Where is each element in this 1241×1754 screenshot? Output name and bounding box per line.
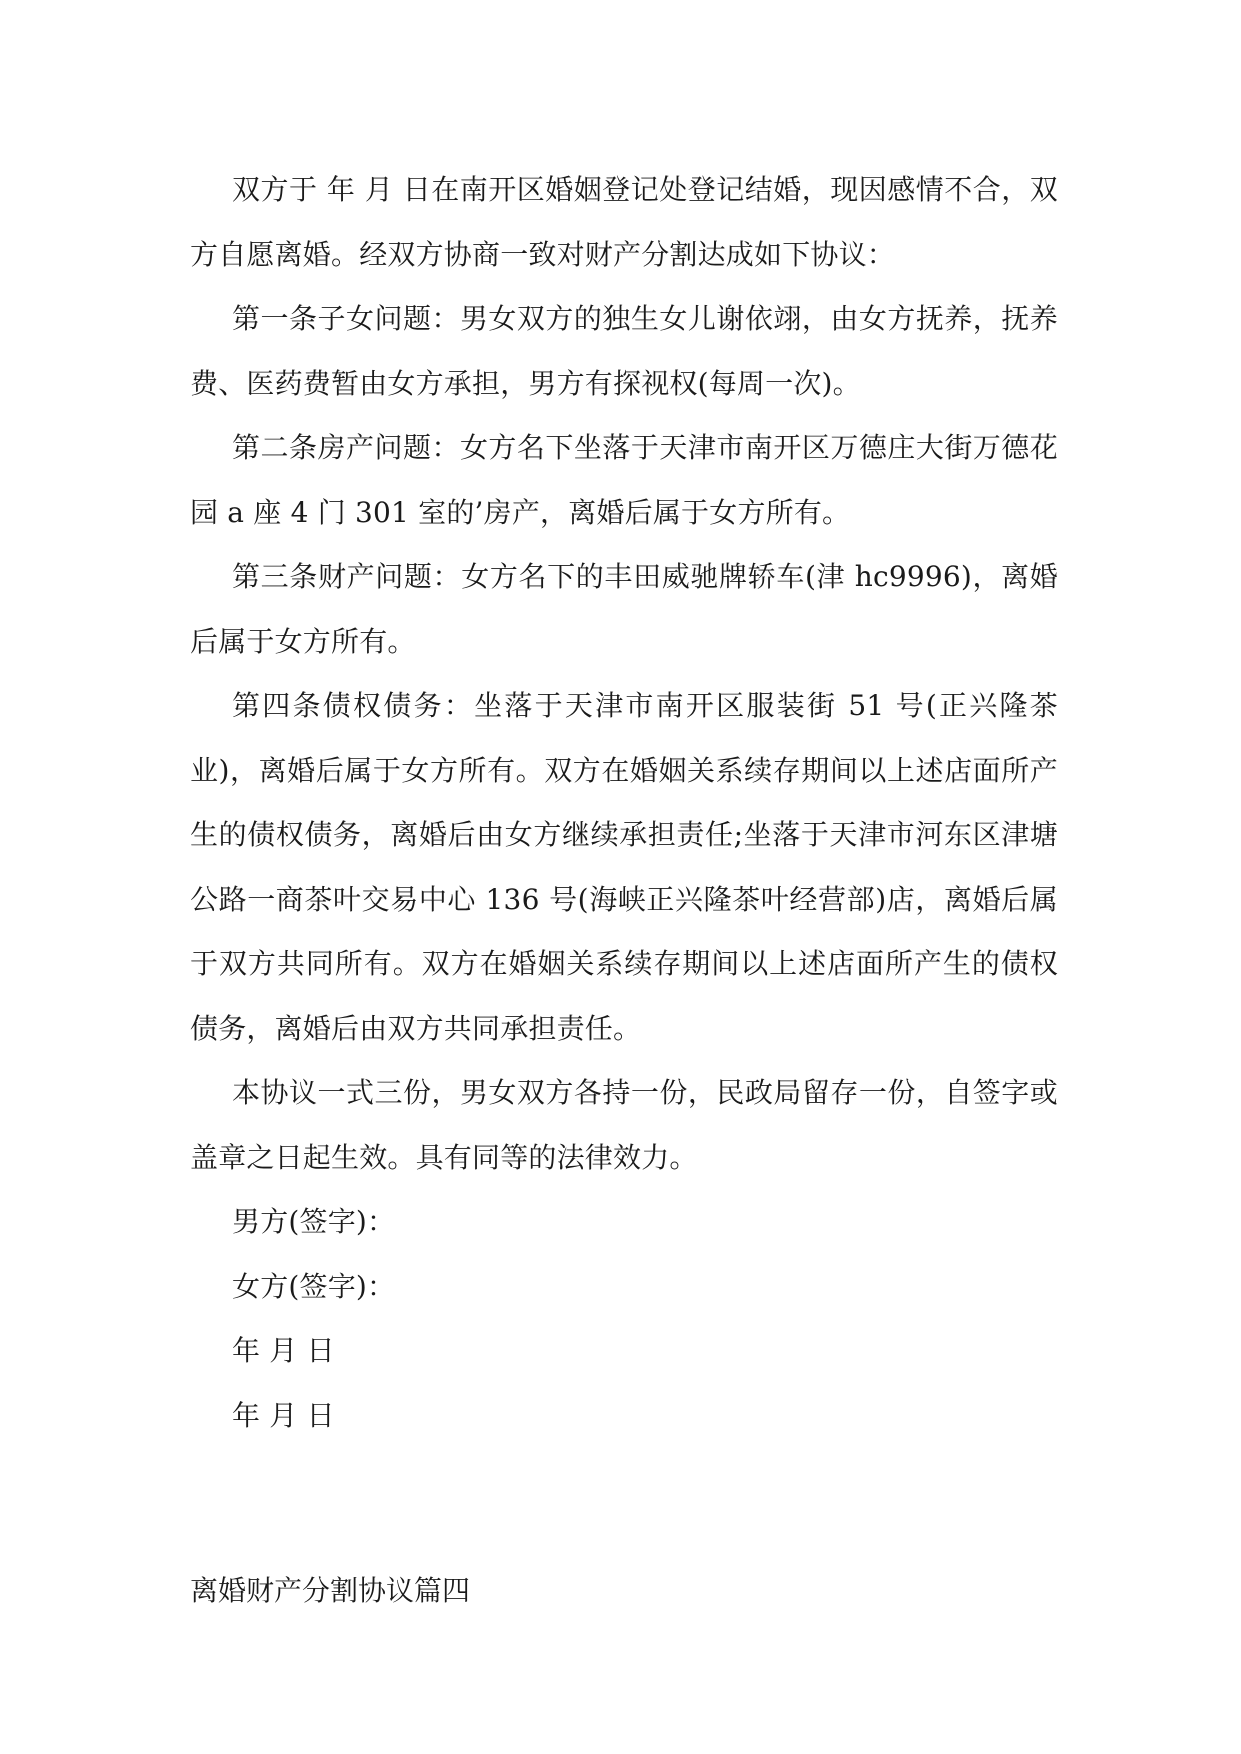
- paragraph-article-1-children: 第一条子女问题：男女双方的独生女儿谢依翊，由女方抚养，抚养费、医药费暂由女方承担，男方有探视权(每周一次)。: [190, 302, 1058, 400]
- section-title: 离婚财产分割协议篇四: [190, 1574, 471, 1607]
- paragraph-intro: 双方于 年 月 日在南开区婚姻登记处登记结婚，现因感情不合，双方自愿离婚。经双方协商一致对财产分割达成如下协议：: [190, 173, 1058, 271]
- female-signature-line: 女方(签字)：: [232, 1269, 396, 1303]
- paragraph-validity: 本协议一式三份，男女双方各持一份，民政局留存一份，自签字或盖章之日起生效。具有同等的法律效力。: [190, 1076, 1058, 1174]
- male-signature-line: 男方(签字)：: [232, 1205, 396, 1238]
- date-line-1: 年 月 日: [232, 1334, 335, 1367]
- date-line-2: 年 月 日: [232, 1398, 335, 1432]
- agreement-body: [190, 158, 1058, 1448]
- paragraph-article-4-debts: 第四条债权债务：坐落于天津市南开区服装街 51 号(正兴隆茶业)，离婚后属于女方所有。双方在婚姻关系续存期间以上述店面所产生的债权债务，离婚后由女方继续承担责任;坐落于天津市河东区津塘公路一商茶叶交易中心 136 号(海峡正兴隆茶叶经营部)店，离婚后属于双方共同所有。双方在婚姻关系续存期间以上述店面所产生的债权债务，离婚后由双方共同承担责任。: [190, 689, 1058, 1045]
- paragraph-article-2-house: 第二条房产问题：女方名下坐落于天津市南开区万德庄大街万德花园 a 座 4 门 301 室的’房产，离婚后属于女方所有。: [190, 431, 1058, 529]
- paragraph-article-3-property: 第三条财产问题：女方名下的丰田威驰牌轿车(津 hc9996)，离婚后属于女方所有。: [190, 560, 1058, 658]
